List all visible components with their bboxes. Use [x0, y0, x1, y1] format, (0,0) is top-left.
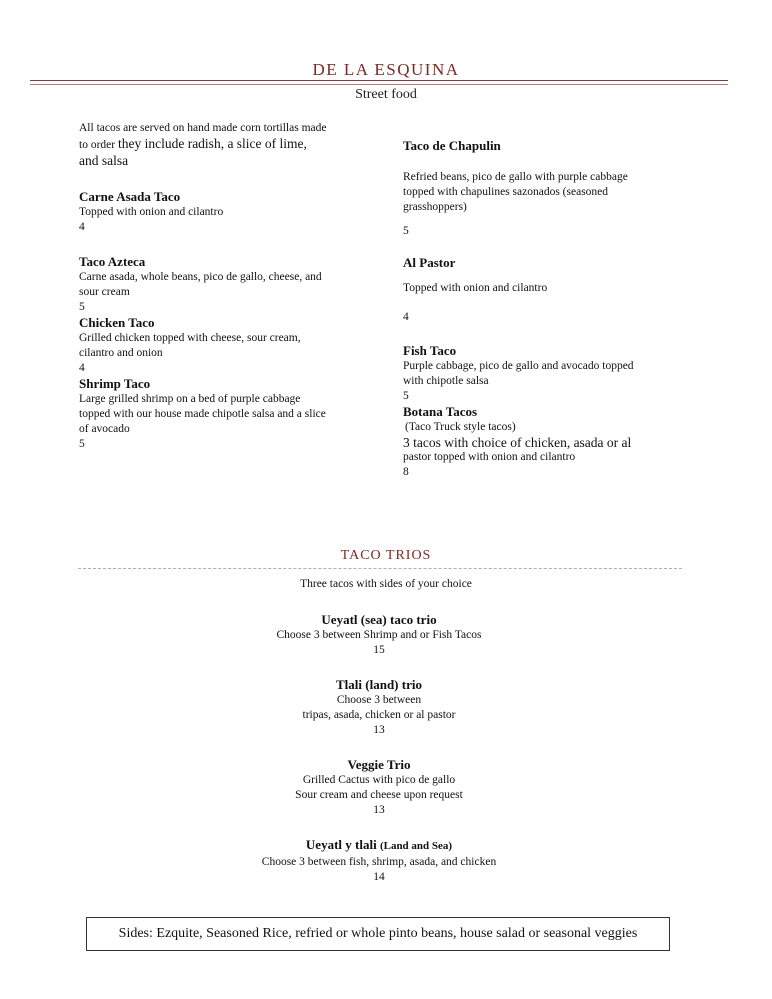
menu-title: DE LA ESQUINA	[312, 60, 460, 79]
item-price: 4	[403, 311, 409, 323]
item-desc: Topped with onion and cilantro	[403, 282, 548, 294]
menu-item-botana-tacos	[403, 404, 703, 480]
intro-text	[79, 121, 379, 170]
trio-land-and-sea	[0, 836, 758, 885]
menu-item-carne-asada	[79, 189, 379, 235]
menu-item-taco-azteca	[79, 254, 379, 315]
trio-desc: Grilled Cactus with pico de gallo	[302, 774, 456, 786]
trio-name-main: Ueyatl y tlali	[305, 837, 377, 852]
trio-name: Tlali (land) trio	[336, 677, 422, 692]
item-price: 5	[79, 301, 85, 313]
item-desc: Carne asada, whole beans, pico de gallo, cheese, and	[79, 271, 322, 283]
trios-subtitle: Three tacos with sides of your choice	[300, 578, 472, 590]
item-desc: Large grilled shrimp on a bed of purple cabbage	[79, 393, 301, 405]
item-note: (Taco Truck style tacos)	[405, 421, 516, 433]
trio-price: 14	[373, 871, 385, 883]
trio-ueyatl-sea	[0, 611, 758, 658]
item-price: 5	[403, 225, 409, 237]
item-name: Botana Tacos	[403, 404, 478, 419]
trio-desc: Choose 3 between	[336, 694, 422, 706]
item-desc: topped with our house made chipotle salsa and a slice	[79, 408, 326, 420]
item-desc: Refried beans, pico de gallo with purple cabbage	[403, 171, 628, 183]
item-price: 8	[403, 466, 409, 478]
item-desc: Purple cabbage, pico de gallo and avocado topped	[403, 360, 634, 372]
right-column	[403, 138, 703, 480]
item-name: Carne Asada Taco	[79, 189, 181, 204]
menu-subtitle: Street food	[355, 87, 417, 102]
header-rule-top	[30, 80, 728, 81]
trio-name: Ueyatl (sea) taco trio	[321, 612, 437, 627]
item-name: Taco Azteca	[79, 254, 146, 269]
intro-line3: and salsa	[79, 153, 129, 168]
menu-item-shrimp-taco	[79, 376, 379, 452]
intro-line1: All tacos are served on hand made corn tortillas made	[79, 122, 327, 134]
intro-line2-small: to order	[79, 139, 116, 151]
item-name: Al Pastor	[403, 255, 456, 270]
trio-desc: tripas, asada, chicken or al pastor	[302, 709, 456, 721]
item-desc: grasshoppers)	[403, 201, 467, 213]
sides-box: Sides: Ezquite, Seasoned Rice, refried or whole pinto beans, house salad or seasonal veggies	[86, 917, 670, 951]
item-desc: pastor topped with onion and cilantro	[403, 451, 576, 463]
intro-line2-big: they include radish, a slice of lime,	[117, 136, 307, 151]
trio-tlali-land	[0, 676, 758, 738]
trio-desc: Choose 3 between Shrimp and or Fish Tacos	[276, 629, 482, 641]
header-rule-bottom	[30, 84, 728, 85]
item-price: 4	[79, 362, 85, 374]
trio-price: 15	[373, 644, 385, 656]
menu-item-al-pastor	[403, 255, 703, 325]
item-name: Taco de Chapulin	[403, 138, 501, 153]
trio-price: 13	[373, 804, 385, 816]
trio-name	[0, 836, 758, 855]
trio-name-suffix: (Land and Sea)	[379, 840, 453, 852]
trio-veggie	[0, 756, 758, 818]
item-price: 4	[79, 221, 85, 233]
item-name: Chicken Taco	[79, 315, 155, 330]
item-desc: of avocado	[79, 423, 130, 435]
item-desc: topped with chapulines sazonados (seasoned	[403, 186, 609, 198]
trio-desc: Sour cream and cheese upon request	[295, 789, 463, 801]
menu-item-taco-de-chapulin	[403, 138, 703, 239]
trio-price: 13	[373, 724, 385, 736]
item-desc: Grilled chicken topped with cheese, sour cream,	[79, 332, 301, 344]
trio-name: Veggie Trio	[347, 757, 411, 772]
item-desc: cilantro and onion	[79, 347, 163, 359]
menu-item-chicken-taco	[79, 315, 379, 376]
trios-title: TACO TRIOS	[340, 548, 432, 563]
item-name: Shrimp Taco	[79, 376, 151, 391]
trios-divider	[78, 568, 682, 569]
menu-item-fish-taco	[403, 343, 703, 404]
item-price: 5	[79, 438, 85, 450]
item-desc: Topped with onion and cilantro	[79, 206, 224, 218]
item-desc: sour cream	[79, 286, 130, 298]
item-name: Fish Taco	[403, 343, 457, 358]
trio-desc: Choose 3 between fish, shrimp, asada, and chicken	[261, 856, 497, 868]
item-price: 5	[403, 390, 409, 402]
item-desc: 3 tacos with choice of chicken, asada or al	[403, 435, 632, 450]
left-column	[79, 121, 379, 452]
item-desc: with chipotle salsa	[403, 375, 489, 387]
